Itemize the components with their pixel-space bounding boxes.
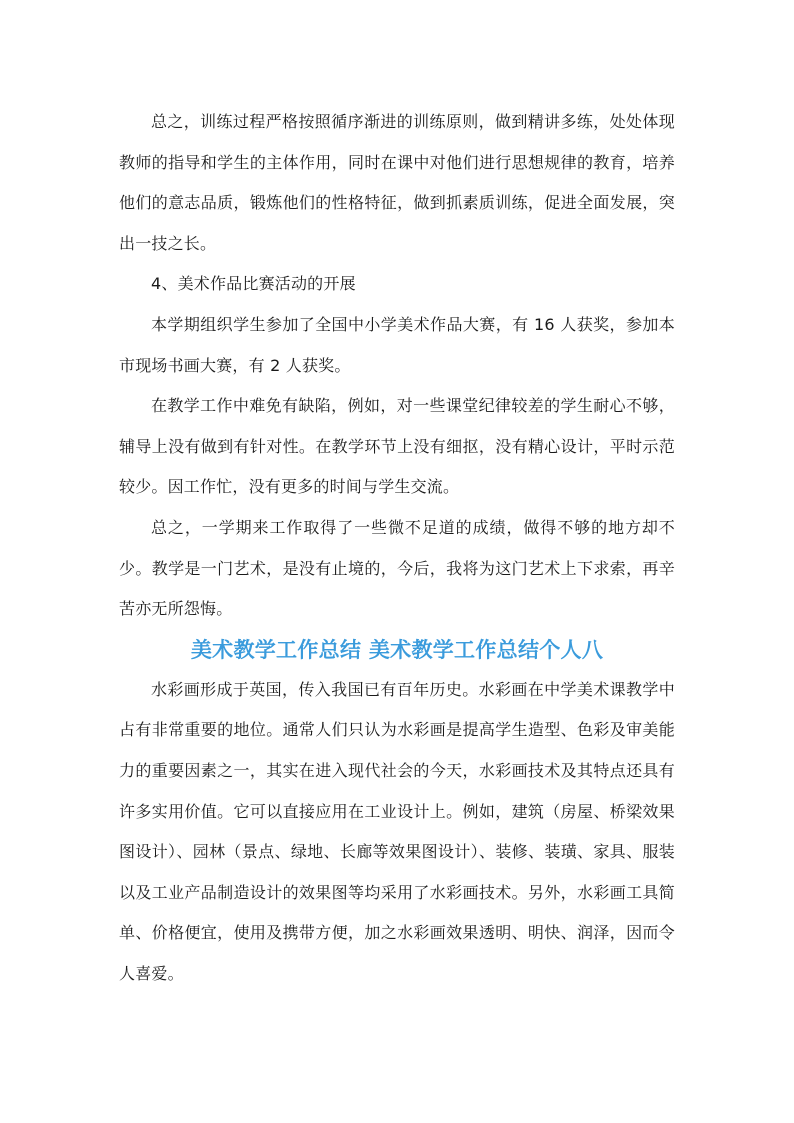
paragraph-subheading-art-competition: 4、美术作品比赛活动的开展 <box>151 274 356 294</box>
paragraph-shortcomings: 在教学工作中难免有缺陷，例如，对一些课堂纪律较差的学生耐心不够，辅导上没有做到有针对性。在教学环节上没有细抠，没有精心设计，平时示范较少。因工作忙，没有更多的时间与学生交流。 <box>119 396 675 497</box>
paragraph-competition-results: 本学期组织学生参加了全国中小学美术作品大赛，有 16 人获奖，参加本市现场书画大赛，有 2 人获奖。 <box>119 314 675 375</box>
document-page <box>119 102 675 994</box>
paragraph-summary-training: 总之，训练过程严格按照循序渐进的训练原则，做到精讲多练，处处体现教师的指导和学生的主体作用，同时在课中对他们进行思想规律的教育，培养他们的意志品质，锻炼他们的性格特征，做到抓素质训练，促进全面发展，突出一技之长。 <box>119 112 675 253</box>
paragraph-semester-summary: 总之，一学期来工作取得了一些微不足道的成绩，做得不够的地方却不少。教学是一门艺术，是没有止境的，今后，我将为这门艺术上下求索，再辛苦亦无所怨悔。 <box>119 517 675 619</box>
paragraph-watercolor-intro: 水彩画形成于英国，传入我国已有百年历史。水彩画在中学美术课教学中占有非常重要的地位。通常人们只认为水彩画是提高学生造型、色彩及审美能力的重要因素之一，其实在进入现代社会的今天，水彩画技术及其特点还具有许多实用价值。它可以直接应用在工业设计上。例如，建筑（房屋、桥梁效果图设计）、园林（景点、绿地、长廊等效果图设计）、装修、装璜、家具、服装以及工业产品制造设计的效果图等均采用了水彩画技术。另外，水彩画工具简单、价格便宜，使用及携带方便，加之水彩画效果透明、明快、润泽，因而令人喜爱。 <box>119 679 675 983</box>
section-heading: 美术教学工作总结 美术教学工作总结个人八 <box>190 637 604 662</box>
